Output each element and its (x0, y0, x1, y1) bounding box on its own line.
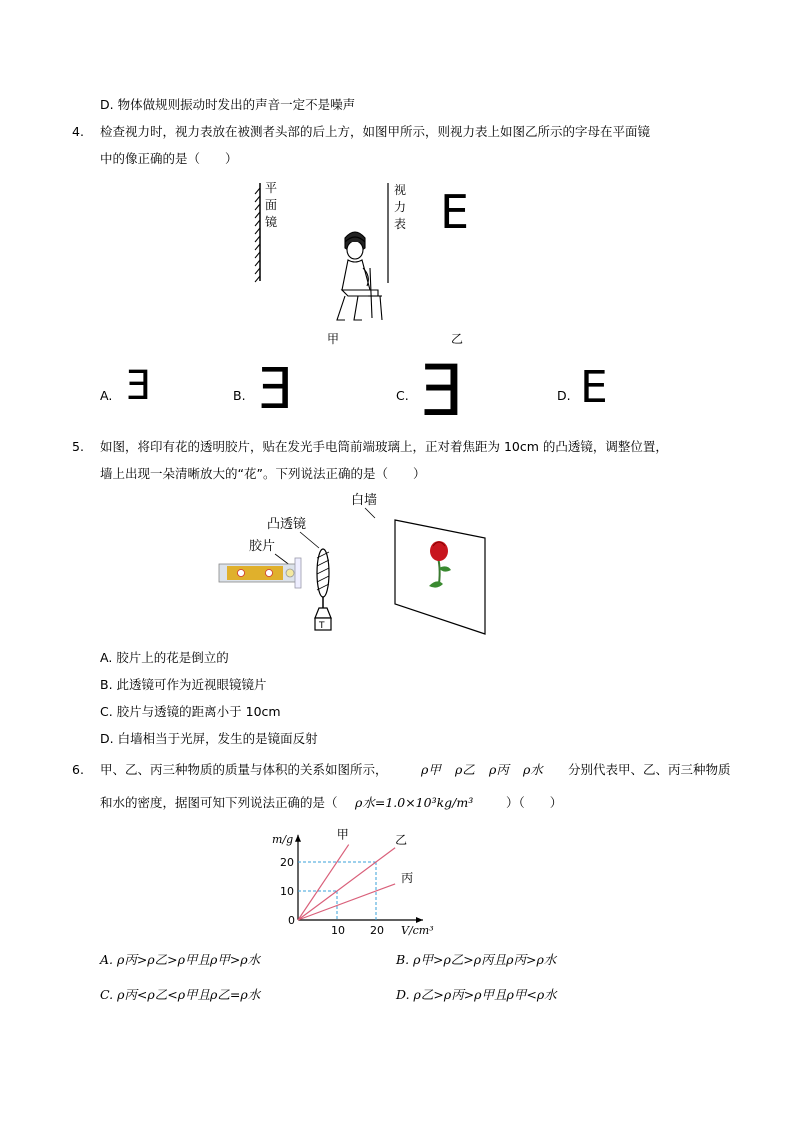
q6-stem-line1-b: 分别代表甲、乙、丙三种物质 (568, 762, 731, 777)
q6-stem-line2-b: ）（ ） (506, 795, 563, 810)
x-tick-label-20: 20 (370, 924, 384, 937)
mirror-label-3: 镜 (265, 215, 278, 229)
q6-number: 6. (72, 762, 84, 777)
chart-letter-e: E (440, 185, 470, 239)
q4-option-d-glyph: E (580, 362, 608, 413)
chart-label-2: 力 (394, 200, 407, 214)
q4-stem-line1: 检查视力时，视力表放在被测者头部的后上方，如图甲所示，则视力表上如图乙所示的字母在平面镜 (100, 124, 651, 139)
series-line-1 (298, 848, 395, 920)
x-axis-arrow (416, 917, 423, 923)
q6-stem-line1-a: 甲、乙、丙三种物质的质量与体积的关系如图所示， (100, 762, 388, 777)
q6-formula: ρ水=1.0×10³kg/m³ (355, 795, 474, 810)
q4-option-b-label: B. (233, 388, 246, 403)
q4-option-b-glyph: E (258, 357, 294, 422)
q5-stem-line1: 如图，将印有花的透明胶片，贴在发光手电筒前端玻璃上，正对着焦距为 10cm 的凸透镜，调整位置， (100, 439, 668, 454)
mirror-label-1: 平 (265, 181, 278, 195)
q6-sym-rho-yi: ρ乙 (455, 762, 475, 777)
q6-sym-rho-bing: ρ丙 (489, 762, 509, 777)
y-tick-label-20: 20 (280, 856, 294, 869)
series-label-0: 甲 (336, 827, 349, 842)
q4-option-a-label: A. (100, 388, 113, 403)
x-axis-label: V/cm³ (401, 924, 434, 937)
q6-option-a: A. ρ丙>ρ乙>ρ甲且ρ甲>ρ水 (100, 952, 261, 967)
density-chart (262, 822, 452, 937)
origin-label: 0 (288, 914, 295, 927)
q4-option-c-label: C. (396, 388, 409, 403)
q5-option-b: B. 此透镜可作为近视眼镜镜片 (100, 677, 267, 692)
q4-option-d-label: D. (557, 388, 571, 403)
q5-stem-line2: 墙上出现一朵清晰放大的“花”。下列说法正确的是（ ） (100, 466, 426, 481)
person-icon (337, 232, 382, 320)
series-label-2: 丙 (401, 870, 414, 885)
convex-lens-icon (315, 549, 331, 631)
fig-caption-jia: 甲 (327, 332, 340, 346)
chart-label-3: 表 (394, 217, 407, 231)
svg-text:T: T (319, 621, 325, 631)
y-axis-label: m/g (272, 832, 294, 846)
chart-label-1: 视 (394, 183, 407, 197)
q6-option-c: C. ρ丙<ρ乙<ρ甲且ρ乙=ρ水 (100, 987, 261, 1002)
series-line-0 (298, 845, 349, 920)
fig-caption-yi: 乙 (451, 332, 464, 346)
film-label: 胶片 (249, 539, 276, 554)
x-tick-label-10: 10 (331, 924, 345, 937)
q6-option-d: D. ρ乙>ρ丙>ρ甲且ρ甲<ρ水 (396, 987, 557, 1002)
q6-stem-line2-a: 和水的密度，据图可知下列说法正确的是（ (100, 795, 338, 810)
q6-sym-rho-jia: ρ甲 (421, 762, 441, 777)
lens-label: 凸透镜 (267, 517, 307, 532)
q5-figure (215, 488, 495, 638)
q4-number: 4. (72, 124, 84, 139)
q4-figure (250, 178, 490, 353)
q6-option-b: B. ρ甲>ρ乙>ρ丙且ρ丙>ρ水 (396, 952, 557, 967)
wall-label: 白墙 (351, 493, 378, 508)
y-axis-arrow (295, 835, 301, 842)
q5-number: 5. (72, 439, 84, 454)
y-tick-label-10: 10 (280, 885, 294, 898)
series-line-2 (298, 884, 395, 920)
q4-option-a-glyph: E (126, 363, 152, 409)
q5-option-a: A. 胶片上的花是倒立的 (100, 650, 229, 665)
flashlight-icon (219, 558, 301, 588)
q5-option-c: C. 胶片与透镜的距离小于 10cm (100, 704, 281, 719)
q4-option-c-glyph: E (420, 350, 465, 432)
mirror-label-2: 面 (265, 198, 278, 212)
q5-option-d: D. 白墙相当于光屏，发生的是镜面反射 (100, 731, 318, 746)
q4-stem-line2: 中的像正确的是（ ） (100, 151, 238, 166)
q3-option-d: D. 物体做规则振动时发出的声音一定不是噪声 (100, 97, 356, 112)
q6-sym-rho-shui: ρ水 (523, 762, 543, 777)
series-label-1: 乙 (395, 832, 408, 847)
